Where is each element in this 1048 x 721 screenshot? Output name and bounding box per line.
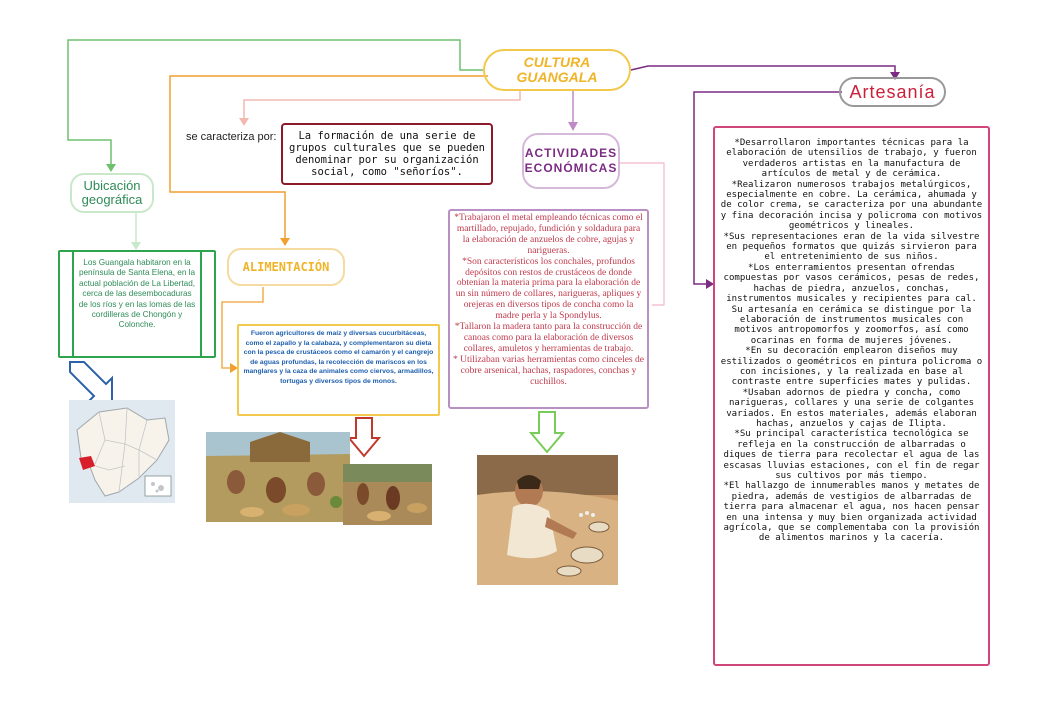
ubicacion-title-line2: geográfica [81,192,143,207]
caracteriza-text-box [281,123,493,185]
actividades-title-line1: ACTIVIDADES [524,146,618,160]
box-divider [200,252,202,356]
ubicacion-text-box [58,250,216,358]
artesania-paragraph: *Su principal característica tecnológica se refleja en la construcción de albarradas o diques de tierra para recolectar el agua de las escasas lluvias estaciones, con el fin de regar sus cultivos por más tiempo. [723,429,980,481]
actividades-paragraph: *Trabajaron el metal empleando técnicas como el martillado, repujado, fundición y soldadura para la elaboración de anzuelos de cobre, agujas y narigueras. [454,213,643,256]
artesania-paragraph: *Desarrollaron importantes técnicas para la elaboración de utensilios de trabajo, y fueron verdaderos artistas en la manufactura de artículos de metal y de cerámica. [726,138,977,180]
village-scene-image [206,432,350,522]
alimentacion-node: ALIMENTACIÓN [227,248,345,286]
ubicacion-text: Los Guangala habitaron en la península de Santa Elena, en la actual población de La Libertad, cerca de las desembocaduras de los ríos y en las lomas de las cordilleras de Chongón y Colonche. [78,258,196,330]
artesania-paragraph: *Los enterramientos presentan ofrendas compuestas por vasos cerámicos, pesas de redes, hachas de piedra, anzuelos, conchas, instrumentos musicales y recipientes para cal. Su artesanía en cerámica se distingue por la elaboración de instrumentos musicales con motivos antropomorfos y zoomorfos, así como ocarinas en forma de mujeres jóvenes. [723,262,980,346]
artisan-illustration-image [477,455,618,585]
artesania-paragraph: *El hallazgo de innumerables manos y metates de piedra, además de vestigios de albarradas de tierra para almacenar el agua, nos hacen pensar en una intensa y muy bien organizada actividad agrícola, que se complementaba con la provisión de alimentos marinos y la cacería. [723,481,980,544]
caracteriza-label: se caracteriza por: [186,131,277,143]
ubicacion-node [70,173,154,213]
alimentacion-text-box [237,324,440,416]
artesania-paragraph: *En su decoración emplearon diseños muy estilizados o geométricos en pintura policroma o con incisiones, y la realizada en base al contraste entre superficies mates y pulidas. [720,346,983,388]
caracteriza-text: La formación de una serie de grupos culturales que se pueden denominar por su organización social, como "señoríos". [289,130,485,178]
down-arrow-red-icon [349,418,379,456]
down-arrow-green-icon [531,412,563,452]
actividades-title-line2: ECONÓMICAS [524,161,618,175]
central-node-cultura-guangala [483,49,631,91]
ubicacion-title-line1: Ubicación [83,178,141,193]
actividades-paragraph: *Tallaron la madera tanto para la construcción de canoas como para la elaboración de diversos collares, amuletos y herramientas de trabajo. [454,322,643,354]
actividades-node [522,133,620,189]
central-title-line1: CULTURA [523,54,591,70]
actividades-text-box [448,209,649,409]
actividades-paragraph: *Son característicos los conchales, profundos depósitos con restos de crustáceos de donde obtenían la materia prima para la elaboración de un sin número de collares, narigueras, apliques y orejeras en diversos tipos de concha como la madre perla y la Spondylus. [455,256,642,322]
ecuador-map-image [69,400,175,503]
artesania-title: Artesanía [839,77,946,107]
actividades-paragraph: * Utilizaban varias herramientas como cinceles de cobre arsenical, hachas, raspadores, conchas y cuchillos. [453,354,644,387]
artesania-paragraph: *Usaban adornos de piedra y concha, como narigueras, collares y una serie de colgantes variados. En estos materiales, además elaboran hachas, anzuelos y cajas de Ilipta. [726,387,977,429]
box-divider [72,252,74,356]
central-title-line2: GUANGALA [516,69,598,85]
alimentacion-text: Fueron agricultores de maíz y diversas cucurbitáceas, como el zapallo y la calabaza, y complementaron su dieta con la pesca de crustáceos como el camarón y el cangrejo de aguas profundas, la recolección de mariscos en los manglares y la caza de animales como ciervos, armadillos, tortugas y diversos tipos de monos. [243,330,434,385]
artesania-paragraph: *Realizaron numerosos trabajos metalúrgicos, especialmente en cobre. La cerámica, ahumada y de color crema, se caracteriza por una abundante y fina decoración incisa y policroma con motivos geométricos y lineales. [720,179,983,232]
down-arrow-blue-icon [70,362,112,402]
fishing-scene-image [343,464,432,525]
artesania-text-box [713,126,990,666]
artesania-paragraph: *Sus representaciones eran de la vida silvestre en pequeños formatos que quizás sirvieron para el entretenimiento de sus niños. [723,231,980,263]
